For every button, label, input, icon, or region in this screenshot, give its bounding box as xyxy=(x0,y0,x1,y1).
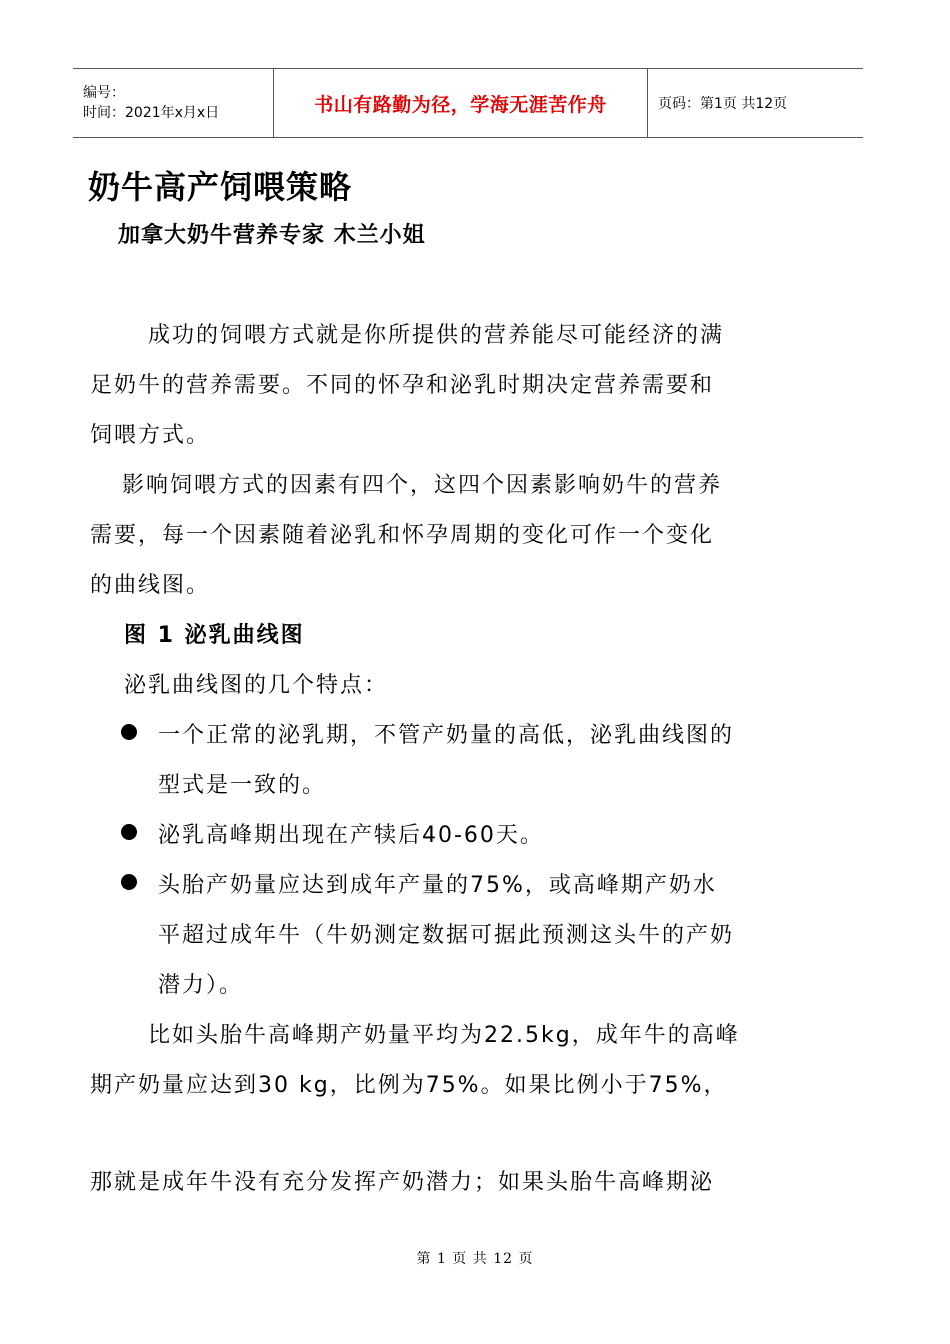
paragraph-line: 的曲线图。 xyxy=(90,573,211,598)
document-subtitle: 加拿大奶牛营养专家 木兰小姐 xyxy=(118,222,426,248)
time-label: 时间：2021年x月x日 xyxy=(83,105,220,121)
paragraph-line: 比如头胎牛高峰期产奶量平均为22.5kg，成年牛的高峰 xyxy=(148,1023,740,1048)
figure-caption: 图 1 泌乳曲线图 xyxy=(124,623,305,648)
list-item-line: 型式是一致的。 xyxy=(158,773,327,798)
page-footer: 第 1 页 共 12 页 xyxy=(416,1251,534,1267)
document-title: 奶牛高产饲喂策略 xyxy=(88,168,353,206)
paragraph-line: 成功的饲喂方式就是你所提供的营养能尽可能经济的满 xyxy=(148,323,725,348)
list-item-line: 潜力）。 xyxy=(158,973,244,998)
list-item-line: 平超过成年牛（牛奶测定数据可据此预测这头牛的产奶 xyxy=(158,923,735,948)
bullet-icon xyxy=(121,824,137,840)
bullet-icon xyxy=(121,724,137,740)
paragraph-line: 需要，每一个因素随着泌乳和怀孕周期的变化可作一个变化 xyxy=(90,523,715,548)
header-page-label: 页码：第1页 共12页 xyxy=(658,96,788,112)
paragraph-line: 足奶牛的营养需要。不同的怀孕和泌乳时期决定营养需要和 xyxy=(90,373,715,398)
list-intro: 泌乳曲线图的几个特点： xyxy=(124,673,389,698)
number-label: 编号： xyxy=(83,85,125,101)
list-item-line: 一个正常的泌乳期，不管产奶量的高低，泌乳曲线图的 xyxy=(158,723,735,748)
bullet-icon xyxy=(121,874,137,890)
header-meta xyxy=(73,69,274,137)
header-motto: 书山有路勤为径，学海无涯苦作舟 xyxy=(274,69,648,137)
list-item-line: 头胎产奶量应达到成年产量的75%，或高峰期产奶水 xyxy=(158,873,717,898)
header-table xyxy=(73,68,863,138)
paragraph-line: 饲喂方式。 xyxy=(90,423,211,448)
paragraph-line: 影响饲喂方式的因素有四个，这四个因素影响奶牛的营养 xyxy=(122,473,723,498)
list-item-line: 泌乳高峰期出现在产犊后40-60天。 xyxy=(158,823,544,848)
paragraph-line: 那就是成年牛没有充分发挥产奶潜力；如果头胎牛高峰期泌 xyxy=(90,1170,715,1195)
paragraph-line: 期产奶量应达到30 kg，比例为75%。如果比例小于75%， xyxy=(90,1073,728,1098)
